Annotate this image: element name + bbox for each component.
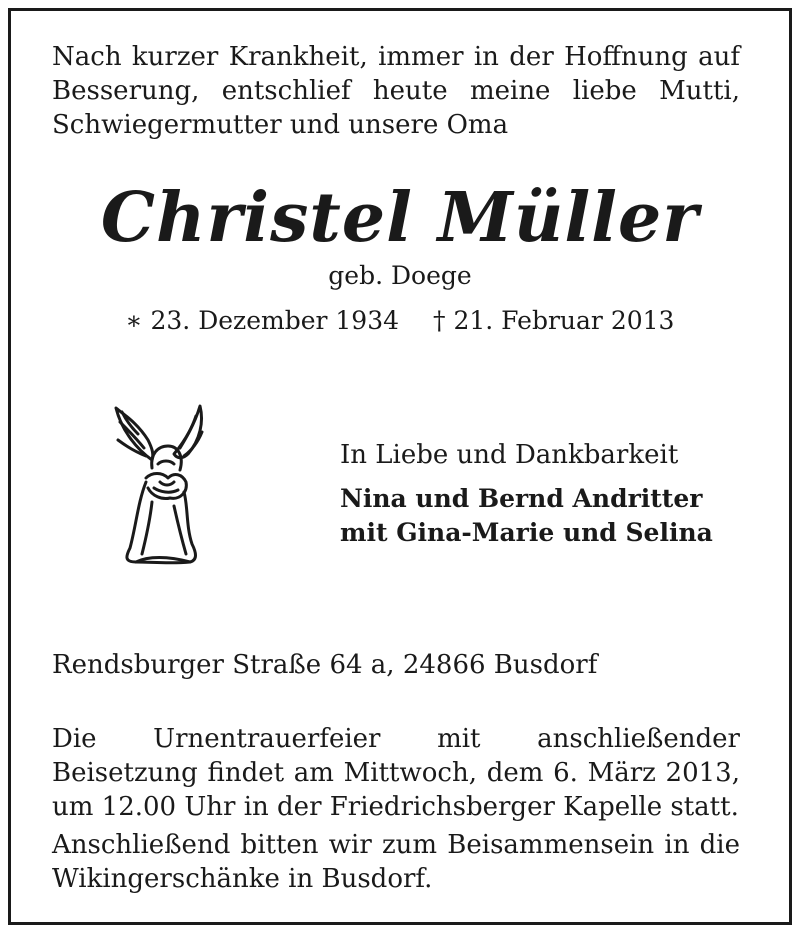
mourners-block xyxy=(340,438,760,550)
mourners-greeting: In Liebe und Dankbarkeit xyxy=(340,440,679,470)
angel-icon xyxy=(108,402,208,570)
death-date: † 21. Februar 2013 xyxy=(433,306,675,335)
address-text: Rendsburger Straße 64 a, 24866 Busdorf xyxy=(52,650,598,680)
intro-text: Nach kurzer Krankheit, immer in der Hoffnung auf Besserung, entschlief heute meine liebe Mutti, Schwiegermutter und unsere Oma xyxy=(52,42,740,140)
birth-name: geb. Doege xyxy=(328,261,472,290)
ceremony-text: Die Urnentrauerfeier mit anschließender Beisetzung findet am Mittwoch, dem 6. März 2013, um 12.00 Uhr in der Friedrichsberger Kapelle statt. xyxy=(52,724,740,822)
closing-text: Anschließend bitten wir zum Beisammensein in die Wikingerschänke in Busdorf. xyxy=(52,830,740,894)
deceased-name: Christel Müller xyxy=(100,178,700,258)
life-dates xyxy=(0,305,800,337)
birth-date: ∗ 23. Dezember 1934 xyxy=(125,306,400,335)
mourners-names-line2: mit Gina-Marie und Selina xyxy=(340,518,713,547)
mourners-names-line1: Nina und Bernd Andritter xyxy=(340,484,703,513)
